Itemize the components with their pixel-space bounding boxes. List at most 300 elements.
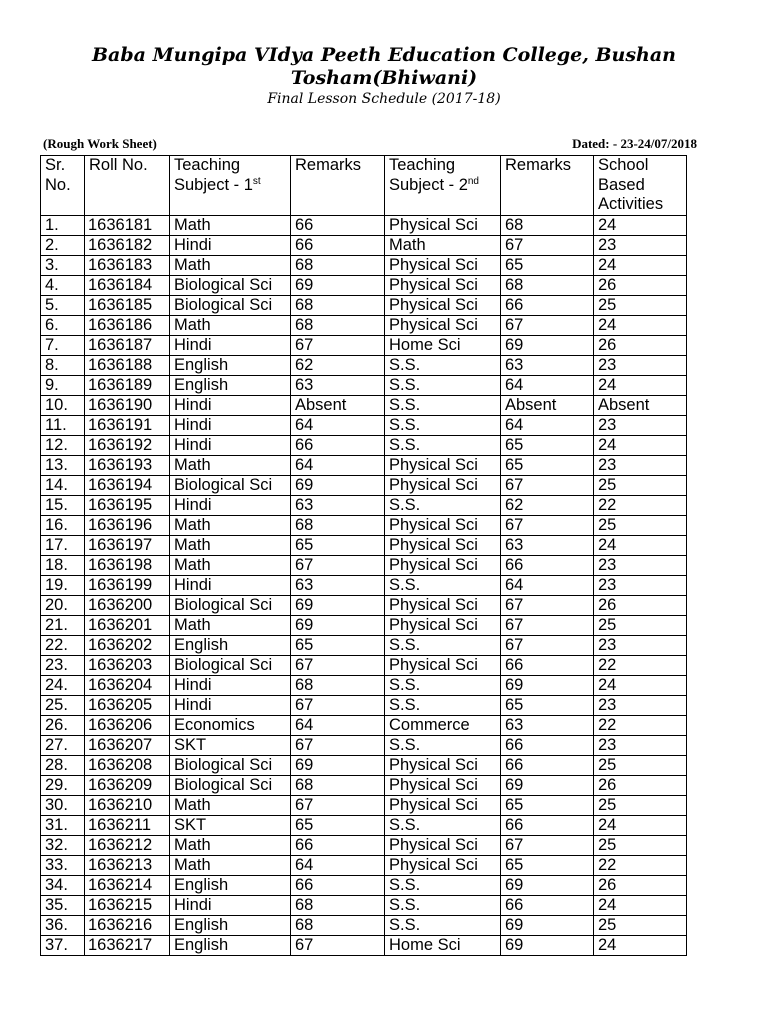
remarks-2-cell: 64: [501, 375, 594, 395]
roll-no-cell: 1636215: [85, 895, 170, 915]
subject-1-cell: Biological Sci: [170, 755, 291, 775]
subject-1-cell: Hindi: [170, 395, 291, 415]
remarks-1-cell: 68: [291, 675, 385, 695]
subject-2-cell: Commerce: [385, 715, 501, 735]
remarks-2-cell: 66: [501, 555, 594, 575]
remarks-2-cell: 63: [501, 535, 594, 555]
sba-cell: 24: [594, 375, 687, 395]
roll-no-cell: 1636206: [85, 715, 170, 735]
subject-1-cell: Economics: [170, 715, 291, 735]
subject-1-cell: Math: [170, 515, 291, 535]
remarks-1-cell: 63: [291, 495, 385, 515]
table-row: [41, 915, 687, 935]
sba-cell: 22: [594, 715, 687, 735]
remarks-1-cell: 69: [291, 475, 385, 495]
table-row: [41, 775, 687, 795]
subject-1-cell: Biological Sci: [170, 475, 291, 495]
roll-no-cell: 1636208: [85, 755, 170, 775]
subject-1-cell: Biological Sci: [170, 775, 291, 795]
remarks-1-cell: 67: [291, 935, 385, 955]
remarks-1-cell: 67: [291, 655, 385, 675]
table-row: [41, 275, 687, 295]
remarks-2-cell: 67: [501, 515, 594, 535]
sba-cell: 24: [594, 895, 687, 915]
sr-no-cell: 25.: [41, 695, 85, 715]
remarks-2-cell: 64: [501, 575, 594, 595]
sba-cell: 26: [594, 875, 687, 895]
subject-1-cell: Math: [170, 795, 291, 815]
table-row: [41, 495, 687, 515]
subject-1-cell: English: [170, 875, 291, 895]
remarks-1-cell: 68: [291, 315, 385, 335]
remarks-1-cell: 69: [291, 615, 385, 635]
table-row: [41, 755, 687, 775]
subject-2-cell: Physical Sci: [385, 535, 501, 555]
remarks-1-cell: 66: [291, 835, 385, 855]
sr-no-cell: 9.: [41, 375, 85, 395]
subject-1-cell: Hindi: [170, 895, 291, 915]
subject-2-cell: Physical Sci: [385, 275, 501, 295]
subject-1-cell: English: [170, 635, 291, 655]
table-row: [41, 295, 687, 315]
remarks-1-cell: 65: [291, 535, 385, 555]
college-name-line2: Tosham(Bhiwani): [290, 67, 478, 89]
remarks-1-cell: 64: [291, 415, 385, 435]
remarks-2-cell: 64: [501, 415, 594, 435]
subject-1-cell: Hindi: [170, 495, 291, 515]
sr-no-cell: 17.: [41, 535, 85, 555]
roll-no-cell: 1636210: [85, 795, 170, 815]
remarks-2-cell: 63: [501, 715, 594, 735]
remarks-2-cell: 65: [501, 795, 594, 815]
sba-cell: 26: [594, 335, 687, 355]
remarks-2-cell: 66: [501, 655, 594, 675]
roll-no-cell: 1636191: [85, 415, 170, 435]
remarks-2-cell: 69: [501, 935, 594, 955]
remarks-2-cell: 69: [501, 335, 594, 355]
sba-cell: 24: [594, 315, 687, 335]
remarks-1-cell: 66: [291, 235, 385, 255]
remarks-1-cell: 68: [291, 255, 385, 275]
sba-cell: 24: [594, 435, 687, 455]
header-school-based-activities: School Based Activities: [594, 156, 687, 216]
sr-no-cell: 30.: [41, 795, 85, 815]
roll-no-cell: 1636199: [85, 575, 170, 595]
subject-2-cell: Home Sci: [385, 935, 501, 955]
remarks-2-cell: 65: [501, 855, 594, 875]
subject-1-cell: English: [170, 375, 291, 395]
roll-no-cell: 1636185: [85, 295, 170, 315]
roll-no-cell: 1636213: [85, 855, 170, 875]
sba-cell: 25: [594, 915, 687, 935]
subject-1-cell: Math: [170, 555, 291, 575]
table-row: [41, 835, 687, 855]
subject-1-cell: Biological Sci: [170, 295, 291, 315]
table-row: [41, 795, 687, 815]
sr-no-cell: 28.: [41, 755, 85, 775]
roll-no-cell: 1636189: [85, 375, 170, 395]
remarks-1-cell: 69: [291, 275, 385, 295]
table-row: [41, 595, 687, 615]
subject-2-cell: Physical Sci: [385, 555, 501, 575]
subject-2-cell: S.S.: [385, 575, 501, 595]
roll-no-cell: 1636217: [85, 935, 170, 955]
table-row: [41, 375, 687, 395]
sr-no-cell: 2.: [41, 235, 85, 255]
subject-2-cell: S.S.: [385, 895, 501, 915]
table-row: [41, 515, 687, 535]
subject-1-cell: Hindi: [170, 675, 291, 695]
sr-no-cell: 4.: [41, 275, 85, 295]
subject-1-cell: Math: [170, 855, 291, 875]
sr-no-cell: 26.: [41, 715, 85, 735]
remarks-1-cell: 64: [291, 715, 385, 735]
roll-no-cell: 1636194: [85, 475, 170, 495]
remarks-1-cell: 64: [291, 455, 385, 475]
subject-2-cell: Physical Sci: [385, 615, 501, 635]
subject-2-cell: Physical Sci: [385, 595, 501, 615]
sr-no-cell: 18.: [41, 555, 85, 575]
sba-cell: 24: [594, 215, 687, 235]
remarks-2-cell: 69: [501, 775, 594, 795]
roll-no-cell: 1636203: [85, 655, 170, 675]
roll-no-cell: 1636216: [85, 915, 170, 935]
subject-2-cell: S.S.: [385, 735, 501, 755]
sba-cell: 23: [594, 735, 687, 755]
remarks-2-cell: 67: [501, 475, 594, 495]
remarks-2-cell: 69: [501, 875, 594, 895]
roll-no-cell: 1636205: [85, 695, 170, 715]
table-row: [41, 395, 687, 415]
subject-1-cell: English: [170, 935, 291, 955]
remarks-2-cell: 67: [501, 835, 594, 855]
table-header-row: [41, 156, 687, 216]
table-row: [41, 535, 687, 555]
sr-no-cell: 22.: [41, 635, 85, 655]
table-row: [41, 675, 687, 695]
sr-no-cell: 31.: [41, 815, 85, 835]
header-teaching-subject-2: Teaching Subject - 2nd: [385, 156, 501, 216]
sr-no-cell: 23.: [41, 655, 85, 675]
sba-cell: 22: [594, 855, 687, 875]
dated-label: Dated: - 23-24/07/2018: [572, 136, 697, 151]
sr-no-cell: 14.: [41, 475, 85, 495]
subject-1-cell: SKT: [170, 815, 291, 835]
sba-cell: 24: [594, 535, 687, 555]
subject-2-cell: Physical Sci: [385, 835, 501, 855]
remarks-2-cell: 67: [501, 315, 594, 335]
subject-1-cell: Hindi: [170, 415, 291, 435]
remarks-1-cell: 62: [291, 355, 385, 375]
table-row: [41, 735, 687, 755]
remarks-1-cell: 68: [291, 895, 385, 915]
remarks-1-cell: 68: [291, 515, 385, 535]
table-row: [41, 475, 687, 495]
remarks-1-cell: 66: [291, 875, 385, 895]
subject-2-cell: S.S.: [385, 415, 501, 435]
roll-no-cell: 1636202: [85, 635, 170, 655]
sba-cell: 26: [594, 775, 687, 795]
sr-no-cell: 24.: [41, 675, 85, 695]
subject-1-cell: SKT: [170, 735, 291, 755]
remarks-2-cell: 69: [501, 675, 594, 695]
sr-no-cell: 19.: [41, 575, 85, 595]
subject-2-cell: Math: [385, 235, 501, 255]
sr-no-cell: 5.: [41, 295, 85, 315]
subject-2-cell: S.S.: [385, 675, 501, 695]
table-row: [41, 255, 687, 275]
remarks-1-cell: 67: [291, 695, 385, 715]
table-row: [41, 935, 687, 955]
subject-1-cell: Hindi: [170, 695, 291, 715]
remarks-2-cell: 65: [501, 255, 594, 275]
sr-no-cell: 32.: [41, 835, 85, 855]
sr-no-cell: 3.: [41, 255, 85, 275]
roll-no-cell: 1636207: [85, 735, 170, 755]
remarks-2-cell: 67: [501, 635, 594, 655]
remarks-2-cell: 66: [501, 295, 594, 315]
subject-1-cell: Hindi: [170, 235, 291, 255]
remarks-2-cell: 67: [501, 615, 594, 635]
remarks-1-cell: 66: [291, 215, 385, 235]
sba-cell: 25: [594, 615, 687, 635]
sba-cell: 25: [594, 835, 687, 855]
roll-no-cell: 1636200: [85, 595, 170, 615]
remarks-2-cell: 65: [501, 695, 594, 715]
remarks-1-cell: 69: [291, 755, 385, 775]
subject-2-cell: Physical Sci: [385, 255, 501, 275]
roll-no-cell: 1636195: [85, 495, 170, 515]
subject-2-cell: Physical Sci: [385, 755, 501, 775]
table-row: [41, 555, 687, 575]
remarks-2-cell: 67: [501, 595, 594, 615]
subject-1-cell: Hindi: [170, 335, 291, 355]
subject-2-cell: S.S.: [385, 875, 501, 895]
remarks-2-cell: 62: [501, 495, 594, 515]
subject-1-cell: English: [170, 355, 291, 375]
sba-cell: 24: [594, 255, 687, 275]
remarks-2-cell: Absent: [501, 395, 594, 415]
roll-no-cell: 1636211: [85, 815, 170, 835]
remarks-1-cell: Absent: [291, 395, 385, 415]
sr-no-cell: 27.: [41, 735, 85, 755]
header-teaching-subject-1: Teaching Subject - 1st: [170, 156, 291, 216]
remarks-1-cell: 67: [291, 555, 385, 575]
remarks-2-cell: 65: [501, 435, 594, 455]
sba-cell: 25: [594, 475, 687, 495]
subject-1-cell: Math: [170, 535, 291, 555]
sr-no-cell: 11.: [41, 415, 85, 435]
subject-2-cell: S.S.: [385, 495, 501, 515]
table-row: [41, 215, 687, 235]
subject-2-cell: Physical Sci: [385, 775, 501, 795]
subject-1-cell: Biological Sci: [170, 595, 291, 615]
remarks-2-cell: 68: [501, 275, 594, 295]
roll-no-cell: 1636197: [85, 535, 170, 555]
subject-1-cell: Biological Sci: [170, 655, 291, 675]
remarks-2-cell: 66: [501, 895, 594, 915]
roll-no-cell: 1636181: [85, 215, 170, 235]
roll-no-cell: 1636212: [85, 835, 170, 855]
table-row: [41, 435, 687, 455]
remarks-2-cell: 66: [501, 755, 594, 775]
roll-no-cell: 1636192: [85, 435, 170, 455]
remarks-1-cell: 67: [291, 795, 385, 815]
subject-1-cell: Math: [170, 215, 291, 235]
roll-no-cell: 1636182: [85, 235, 170, 255]
subject-2-cell: Physical Sci: [385, 315, 501, 335]
sr-no-cell: 37.: [41, 935, 85, 955]
college-name-line1: Baba Mungipa VIdya Peeth Education College, Bushan: [92, 44, 676, 66]
sba-cell: 23: [594, 415, 687, 435]
sr-no-cell: 36.: [41, 915, 85, 935]
sr-no-cell: 1.: [41, 215, 85, 235]
table-row: [41, 235, 687, 255]
table-row: [41, 575, 687, 595]
roll-no-cell: 1636183: [85, 255, 170, 275]
subject-2-cell: Physical Sci: [385, 475, 501, 495]
table-row: [41, 635, 687, 655]
sr-no-cell: 35.: [41, 895, 85, 915]
sba-cell: 23: [594, 455, 687, 475]
roll-no-cell: 1636187: [85, 335, 170, 355]
remarks-1-cell: 67: [291, 735, 385, 755]
subject-2-cell: Physical Sci: [385, 295, 501, 315]
table-row: [41, 895, 687, 915]
sba-cell: 24: [594, 935, 687, 955]
remarks-1-cell: 65: [291, 635, 385, 655]
sba-cell: 23: [594, 575, 687, 595]
sr-no-cell: 6.: [41, 315, 85, 335]
subject-2-cell: Home Sci: [385, 335, 501, 355]
sba-cell: 25: [594, 515, 687, 535]
subject-1-cell: Math: [170, 315, 291, 335]
remarks-2-cell: 66: [501, 815, 594, 835]
schedule-subtitle: Final Lesson Schedule (2017-18): [267, 91, 501, 107]
roll-no-cell: 1636196: [85, 515, 170, 535]
table-row: [41, 815, 687, 835]
remarks-1-cell: 69: [291, 595, 385, 615]
sheet-label: (Rough Work Sheet): [43, 136, 157, 151]
subject-2-cell: Physical Sci: [385, 515, 501, 535]
subject-2-cell: Physical Sci: [385, 655, 501, 675]
table-row: [41, 875, 687, 895]
header-remarks-2: Remarks: [501, 156, 594, 216]
table-row: [41, 695, 687, 715]
sba-cell: 24: [594, 675, 687, 695]
subject-1-cell: Math: [170, 255, 291, 275]
sba-cell: 25: [594, 795, 687, 815]
sr-no-cell: 33.: [41, 855, 85, 875]
table-row: [41, 855, 687, 875]
subject-2-cell: Physical Sci: [385, 855, 501, 875]
sr-no-cell: 8.: [41, 355, 85, 375]
subject-1-cell: Math: [170, 835, 291, 855]
sr-no-cell: 21.: [41, 615, 85, 635]
roll-no-cell: 1636188: [85, 355, 170, 375]
sr-no-cell: 13.: [41, 455, 85, 475]
table-row: [41, 315, 687, 335]
sr-no-cell: 29.: [41, 775, 85, 795]
subject-2-cell: S.S.: [385, 695, 501, 715]
subject-2-cell: S.S.: [385, 375, 501, 395]
subject-2-cell: S.S.: [385, 915, 501, 935]
remarks-2-cell: 67: [501, 235, 594, 255]
subject-2-cell: S.S.: [385, 635, 501, 655]
remarks-1-cell: 68: [291, 915, 385, 935]
sr-no-cell: 16.: [41, 515, 85, 535]
remarks-2-cell: 65: [501, 455, 594, 475]
subject-2-cell: S.S.: [385, 435, 501, 455]
remarks-1-cell: 68: [291, 295, 385, 315]
sr-no-cell: 12.: [41, 435, 85, 455]
remarks-1-cell: 68: [291, 775, 385, 795]
subject-2-cell: Physical Sci: [385, 795, 501, 815]
remarks-1-cell: 64: [291, 855, 385, 875]
table-row: [41, 415, 687, 435]
remarks-1-cell: 66: [291, 435, 385, 455]
sba-cell: 26: [594, 275, 687, 295]
sba-cell: 23: [594, 235, 687, 255]
table-row: [41, 715, 687, 735]
remarks-2-cell: 63: [501, 355, 594, 375]
sr-no-cell: 7.: [41, 335, 85, 355]
sba-cell: 23: [594, 555, 687, 575]
remarks-1-cell: 67: [291, 335, 385, 355]
sr-no-cell: 10.: [41, 395, 85, 415]
table-row: [41, 355, 687, 375]
roll-no-cell: 1636190: [85, 395, 170, 415]
subject-2-cell: Physical Sci: [385, 455, 501, 475]
roll-no-cell: 1636193: [85, 455, 170, 475]
sba-cell: 26: [594, 595, 687, 615]
sba-cell: 22: [594, 655, 687, 675]
roll-no-cell: 1636204: [85, 675, 170, 695]
table-row: [41, 655, 687, 675]
sba-cell: 22: [594, 495, 687, 515]
subject-2-cell: S.S.: [385, 355, 501, 375]
remarks-1-cell: 65: [291, 815, 385, 835]
roll-no-cell: 1636201: [85, 615, 170, 635]
sba-cell: 23: [594, 635, 687, 655]
sba-cell: 25: [594, 295, 687, 315]
sba-cell: Absent: [594, 395, 687, 415]
sr-no-cell: 20.: [41, 595, 85, 615]
remarks-2-cell: 69: [501, 915, 594, 935]
roll-no-cell: 1636198: [85, 555, 170, 575]
header-sr-no: Sr. No.: [41, 156, 85, 216]
remarks-2-cell: 66: [501, 735, 594, 755]
sba-cell: 24: [594, 815, 687, 835]
subject-1-cell: Math: [170, 455, 291, 475]
sba-cell: 25: [594, 755, 687, 775]
remarks-2-cell: 68: [501, 215, 594, 235]
subject-1-cell: Biological Sci: [170, 275, 291, 295]
remarks-1-cell: 63: [291, 375, 385, 395]
subject-1-cell: Hindi: [170, 575, 291, 595]
sr-no-cell: 15.: [41, 495, 85, 515]
remarks-1-cell: 63: [291, 575, 385, 595]
subject-1-cell: Hindi: [170, 435, 291, 455]
subject-1-cell: Math: [170, 615, 291, 635]
sba-cell: 23: [594, 355, 687, 375]
roll-no-cell: 1636209: [85, 775, 170, 795]
lesson-schedule-table: [40, 155, 687, 956]
sba-cell: 23: [594, 695, 687, 715]
subject-2-cell: S.S.: [385, 815, 501, 835]
header-roll-no: Roll No.: [85, 156, 170, 216]
table-row: [41, 615, 687, 635]
